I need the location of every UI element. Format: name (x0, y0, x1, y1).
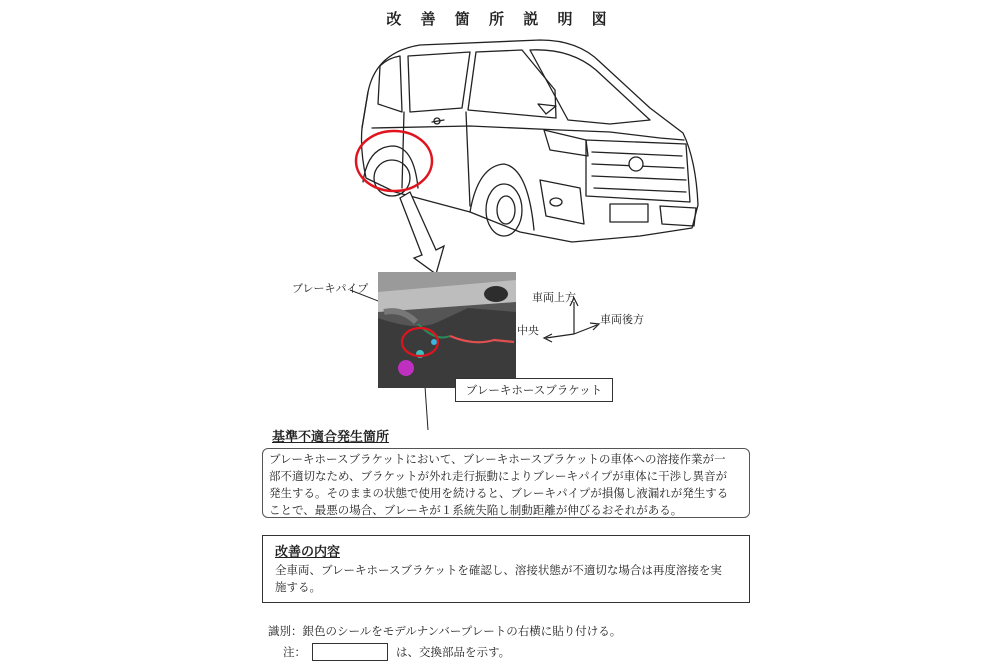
note-prefix: 注： (283, 645, 306, 659)
bracket-callout: ブレーキホースブラケット (455, 378, 613, 402)
brake-pipe-label: ブレーキパイプ (292, 282, 369, 295)
defect-description-box (262, 448, 750, 518)
page-title: 改 善 箇 所 説 明 図 (386, 10, 614, 28)
replacement-parts-note (283, 643, 510, 661)
pointer-arrow-icon (400, 192, 444, 274)
note-suffix: は、交換部品を示す。 (396, 645, 511, 659)
vehicle-up-label: 車両上方 (532, 291, 576, 304)
replacement-part-marker (312, 643, 388, 661)
brake-area-photo (378, 272, 516, 388)
rear-wheel-highlight-circle (356, 131, 432, 191)
defect-line: 部不適切なため、ブラケットが外れ走行振動によりブレーキパイプが車体に干渉し異音が (269, 469, 728, 483)
remedy-line: 施する。 (275, 580, 321, 594)
identification-note: 識別：銀色のシールをモデルナンバープレートの右横に貼り付ける。 (268, 624, 622, 638)
defect-line: ことで、最悪の場合、ブレーキが１系統失陥し制動距離が伸びるおそれがある。 (269, 503, 683, 517)
remedy-line: 全車両、ブレーキホースブラケットを確認し、溶接状態が不適切な場合は再度溶接を実 (275, 563, 722, 577)
defect-heading: 基準不適合発生箇所 (272, 430, 390, 445)
vehicle-rear-label: 車両後方 (600, 313, 644, 326)
remedy-box (262, 535, 750, 603)
remedy-heading: 改善の内容 (275, 545, 341, 560)
center-label: 中央 (517, 324, 539, 337)
defect-line: ブレーキホースブラケットにおいて、ブレーキホースブラケットの車体への溶接作業が一 (269, 452, 726, 466)
defect-line: 発生する。そのままの状態で使用を続けると、ブレーキパイプが損傷し液漏れが発生する (269, 486, 729, 500)
